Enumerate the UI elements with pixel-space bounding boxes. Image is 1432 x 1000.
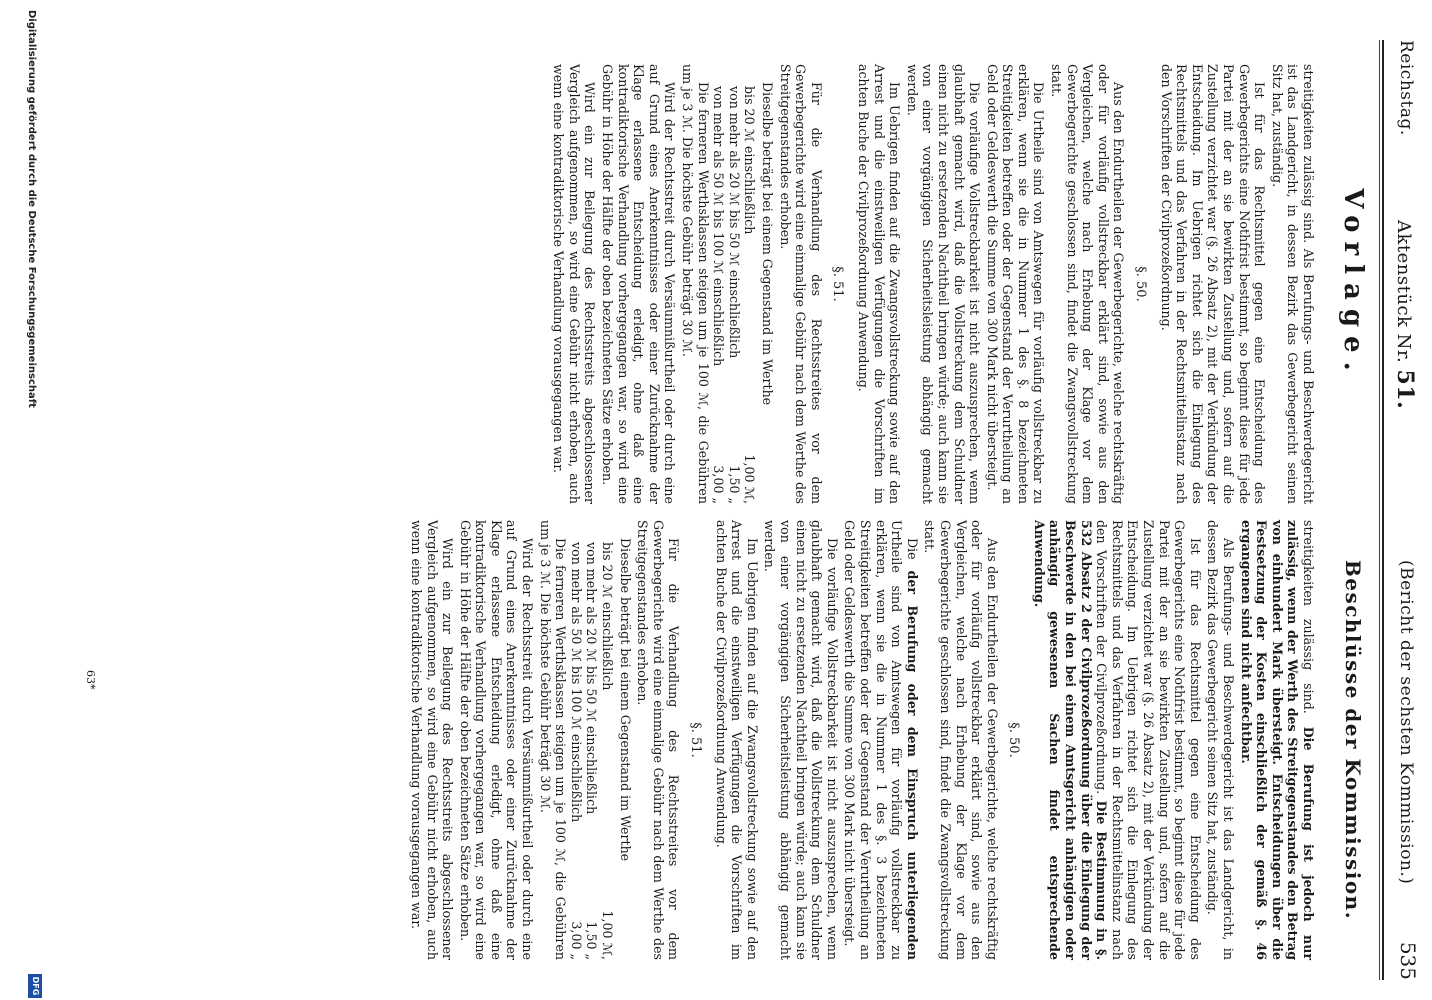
column-title-vorlage: Vorlage. (1338, 188, 1368, 380)
fee-row (584, 542, 600, 960)
section-heading-51: §. 51. (688, 722, 704, 758)
paragraph: Die ferneren Werthsklassen steigen um je 100 ℳ, die Gebühren um je 3 ℳ. Die höchste Gebühr beträgt 30 ℳ. (537, 520, 569, 960)
fee-value: 1,50 „ (584, 921, 600, 960)
section-heading-50: §. 50. (1133, 266, 1149, 302)
paragraph: Die vorläufige Vollstreckbarkeit ist nicht auszusprechen, wenn glaubhaft gemacht wird, daß die Vollstreckung dem Schuldner einen nicht zu ersetzenden Nachtheil bringen würde; auch kann sie von einer vorgängigen Sicherheitsleistung abhängig gemacht werden. (904, 64, 983, 504)
paragraph: Die ferneren Werthsklassen steigen um je 100 ℳ, die Gebühren um je 3 ℳ. Die höchste Gebühr beträgt 30 ℳ. (680, 64, 711, 504)
paragraph (1031, 520, 1203, 960)
amendment-text: Die Bestimmung in §. 532 Absatz 2 der Civilprozeßordnung über die Einlegung der Beschwerde in den bei einem Amtsgericht anhängigen oder anhängig gewesenen Sachen findet entsprechende Anwendung. (1031, 520, 1110, 960)
paragraph: Wird ein zur Beilegung des Rechtsstreits abgeschlossener Vergleich aufgenommen, so wird eine Gebühr nicht erhoben, auch wenn eine kontradiktorische Verhandlung vorausgegangen war. (551, 64, 598, 504)
paragraph: Im Uebrigen finden auf die Zwangsvollstreckung sowie auf den Arrest und die einstweiligen Verfügungen die Vorschriften im achten Buche der Civilprozeßordnung Anwendung. (855, 64, 903, 504)
paragraph: streitigkeiten zulässig sind. Als Berufungs- und Beschwerdegericht ist das Landgericht, in dessen Bezirk das Gewerbegericht seinen Sitz hat, zuständig. (1269, 64, 1316, 504)
fee-row (599, 542, 615, 960)
paragraph: Die vorläufige Vollstreckbarkeit ist nicht auszusprechen, wenn glaubhaft gemacht wird, daß die Vollstreckung dem Schuldner einen nicht zu ersetzenden Nachtheil bringen würde; auch kann sie von einer vorgängigen Sicherheitsleistung abhängig gemacht werden. (762, 520, 840, 960)
fee-label: von mehr als 20 ℳ bis 50 ℳ einschließlich (584, 542, 600, 815)
fee-row (711, 86, 727, 504)
fee-value: 1,00 ℳ, (600, 910, 616, 960)
header-aktenstueck (1392, 220, 1418, 409)
paragraph: Aus den Endurtheilen der Gewerbegerichte, welche rechtskräftig oder für vorläufig vollstreckbar erklärt sind, sowie aus den Vergleichen, welche nach Erhebung der Klage vor dem Gewerbegerichte geschlossen sind, findet die Zwangsvollstreckung statt. (922, 520, 1000, 960)
paragraph: Für die Verhandlung des Rechtsstreites vor dem Gewerbegerichte wird eine einmalige Gebühr nach dem Werthe des Streitgegenstandes erhoben. (635, 520, 682, 960)
paragraph: Wird ein zur Beilegung des Rechtsstreits abgeschlossener Vergleich aufgenommen, so wird eine Gebühr nicht erhoben, auch wenn eine kontradiktorische Verhandlung vorausgegangen war. (408, 520, 456, 960)
text-run: streitigkeiten zulässig sind. (1301, 520, 1316, 714)
sheet-signature-mark: 63* (84, 670, 97, 690)
fee-label: von mehr als 50 ℳ bis 100 ℳ einschließlich (568, 542, 584, 823)
fee-label: bis 20 ℳ einschließlich (742, 86, 758, 235)
paragraph: Dieselbe beträgt bei einem Gegenstand im Werthe (617, 538, 633, 862)
paragraph: Als Berufungs- und Beschwerdegericht ist das Landgericht, in dessen Bezirk das Gewerbegericht seinen Sitz hat, zuständig. (1205, 520, 1237, 960)
amendment-text: Die Berufung ist jedoch nur zulässig, wenn der Werth des Streitgegenstandes den Betrag von einhundert Mark übersteigt. Entscheidungen über die Festsetzung der Kosten einschließlich der gemäß §. 46 ergangenen sind nicht anfechtbar. (1238, 520, 1316, 960)
paragraph (842, 520, 920, 960)
page-header (1384, 40, 1424, 980)
paragraph: Die Urtheile sind von Amtswegen für vorläufig vollstreckbar zu erklären, wenn sie die in Nummer 1 des §. 8 bezeichneten Streitigkeiten betreffen oder der Gegenstand der Verurtheilung an Geld oder Geldeswerth die Summe von 300 Mark nicht übersteigt. (984, 64, 1047, 504)
fee-row (742, 86, 758, 504)
amendment-text: der Berufung oder dem Einspruch unterliegenden (904, 570, 920, 960)
fee-row (726, 86, 742, 504)
header-aktenstueck-label: Aktenstück Nr. (1393, 220, 1414, 364)
header-aktenstueck-number: 51. (1392, 369, 1418, 410)
fee-label: bis 20 ℳ einschließlich (600, 542, 616, 691)
fee-value: 1,00 ℳ, (742, 454, 758, 504)
fee-label: von mehr als 50 ℳ bis 100 ℳ einschließlich (711, 86, 727, 367)
paragraph: Im Uebrigen finden auf die Zwangsvollstreckung sowie auf den Arrest und die einstweiligen Verfügungen die Vorschriften im achten Buche der Civilprozeßordnung Anwendung. (713, 520, 760, 960)
paragraph: Ist für das Rechtsmittel gegen eine Entscheidung des Gewerbegerichts eine Nothfrist bestimmt, so beginnt diese für jede Partei mit der an sie bewirkten Zustellung und, sofern auf die Zustellung verzichtet war (§. 26 Absatz 2), mit der Verkündung der Entscheidung. Im Uebrigen richtet sich die Einlegung des Rechtsmittels und das Verfahren in der Rechtsmittelinstanz nach den Vorschriften der Civilprozeßordnung. (1158, 64, 1268, 504)
header-reichstag: Reichstag. (1396, 40, 1416, 136)
fee-row (568, 542, 584, 960)
fee-value: 1,50 „ (726, 465, 742, 504)
fee-label: von mehr als 20 ℳ bis 50 ℳ einschließlich (726, 86, 742, 359)
paragraph: Aus den Endurtheilen der Gewerbegerichte, welche rechtskräftig oder für vorläufig vollstreckbar erklärt sind, sowie aus den Vergleichen, welche nach Erhebung der Klage vor dem Gewerbegerichte geschlossen sind, findet die Zwangsvollstreckung statt. (1049, 64, 1127, 504)
column-title-beschluesse: Beschlüsse der Kommission. (1341, 559, 1365, 921)
text-run: Ist für das Rechtsmittel gegen eine Entscheidung des Gewerbegerichts eine Nothfrist bestimmt, so beginnt diese für jede Partei mit der an sie bewirkten Zustellung und, sofern auf die Zustellung verzichtet war (§. 26 Absatz 2), mit der Verkündung der Entscheidung. Im Uebrigen richtet sich die Einlegung des Rechtsmittels und das Verfahren in der Rechtsmittelinstanz nach den Vorschriften der Civilprozeßordnung. (1094, 520, 1203, 960)
page-number: 535 (1396, 941, 1420, 980)
dfg-logo: DFG (28, 974, 42, 998)
header-bericht: (Bericht der sechsten Kommission.) (1396, 560, 1416, 885)
header-rule (1382, 40, 1384, 980)
paragraph: Wird der Rechtsstreit durch Versäumnißurtheil oder durch eine auf Grund eines Anerkenntnisses oder einer Zurücknahme der Klage erlassene Entscheidung erledigt, ohne daß eine kontradiktorische Verhandlung vorhergegangen war, so wird eine Gebühr in Höhe der Hälfte der oben bezeichneten Sätze erhoben. (457, 520, 536, 960)
column-beschluesse (72, 520, 1372, 960)
fee-value: 3,00 „ (711, 465, 727, 504)
section-heading-50: §. 50. (1006, 722, 1022, 758)
paragraph: Für die Verhandlung des Rechtsstreites vor dem Gewerbegerichte wird eine einmalige Gebühr nach dem Werthe des Streitgegenstandes erhoben. (777, 64, 824, 504)
text-run: Die (904, 538, 920, 560)
text-run: Urtheile sind von Amtswegen für vorläufig vollstreckbar zu erklären, wenn sie die in Nummer 1 des §. 3 bezeichneten Streitigkeiten betreffen oder der Gegenstand der Verurtheilung an Geld oder Geldeswerth die Summe von 300 Mark nicht übersteigt. (842, 520, 905, 960)
paragraph (1238, 520, 1316, 960)
fee-value: 3,00 „ (568, 921, 584, 960)
header-rule-thin (1379, 40, 1380, 980)
section-heading-51: §. 51. (830, 266, 846, 302)
digitization-credit: Digitalisierung gefördert durch die Deutsche Forschungsgemeinschaft (26, 10, 37, 408)
paragraph: Dieselbe beträgt bei einem Gegenstand im Werthe (760, 82, 775, 406)
paragraph: Wird der Rechtsstreit durch Versäumnißurtheil oder durch eine auf Grund eines Anerkenntnisses oder einer Zurücknahme der Klage erlassene Entscheidung erledigt, ohne daß eine kontradiktorische Verhandlung vorhergegangen war, so wird eine Gebühr in Höhe der Hälfte der oben bezeichneten Sätze erhoben. (600, 64, 678, 504)
column-vorlage (72, 64, 1372, 504)
